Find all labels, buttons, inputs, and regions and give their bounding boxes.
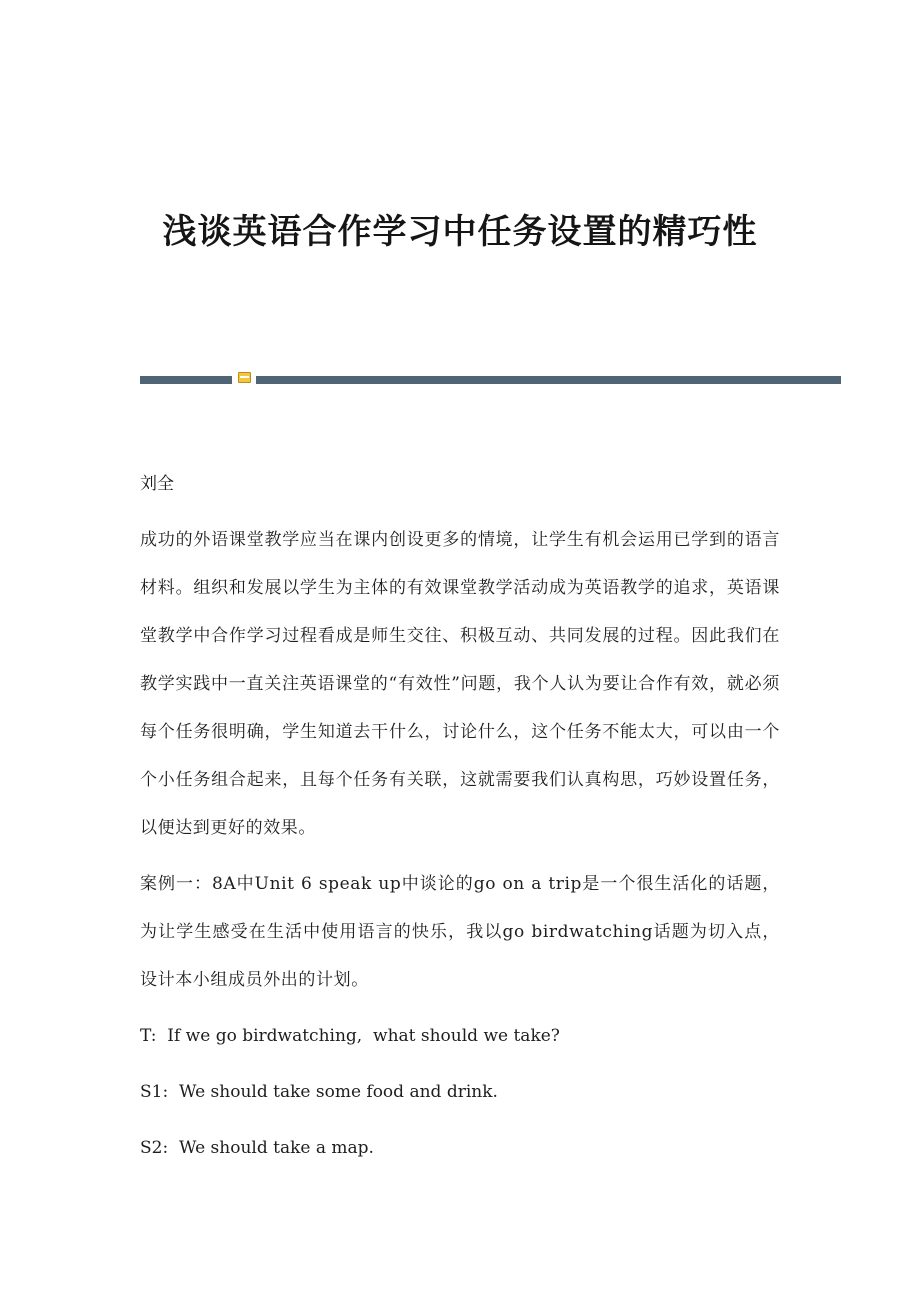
body-paragraph-case-one: 案例一：8A中Unit 6 speak up中谈论的go on a trip是一个很生活化的话题，为让学生感受在生活中使用语言的快乐，我以go birdwatching话题为切入点，设计本小组成员外出的计划。 bbox=[140, 874, 780, 990]
dialogue-line-student-1: S1: We should take some food and drink. bbox=[140, 1082, 498, 1102]
divider-ornament-icon bbox=[238, 372, 251, 383]
body-paragraph-intro: 成功的外语课堂教学应当在课内创设更多的情境，让学生有机会运用已学到的语言材料。组织和发展以学生为主体的有效课堂教学活动成为英语教学的追求，英语课堂教学中合作学习过程看成是师生交往、积极互动、共同发展的过程。因此我们在教学实践中一直关注英语课堂的“有效性”问题，我个人认为要让合作有效，就必须每个任务很明确，学生知道去干什么，讨论什么，这个任务不能太大，可以由一个个小任务组合起来，且每个任务有关联，这就需要我们认真构思，巧妙设置任务，以便达到更好的效果。 bbox=[140, 530, 780, 838]
divider-bar-left bbox=[140, 376, 232, 384]
title-divider bbox=[140, 372, 841, 386]
dialogue-line-student-2: S2: We should take a map. bbox=[140, 1138, 374, 1158]
author-name: 刘全 bbox=[140, 474, 174, 494]
divider-bar-right bbox=[256, 376, 841, 384]
dialogue-line-teacher: T: If we go birdwatching, what should we take? bbox=[140, 1026, 560, 1046]
document-title: 浅谈英语合作学习中任务设置的精巧性 bbox=[162, 212, 758, 252]
